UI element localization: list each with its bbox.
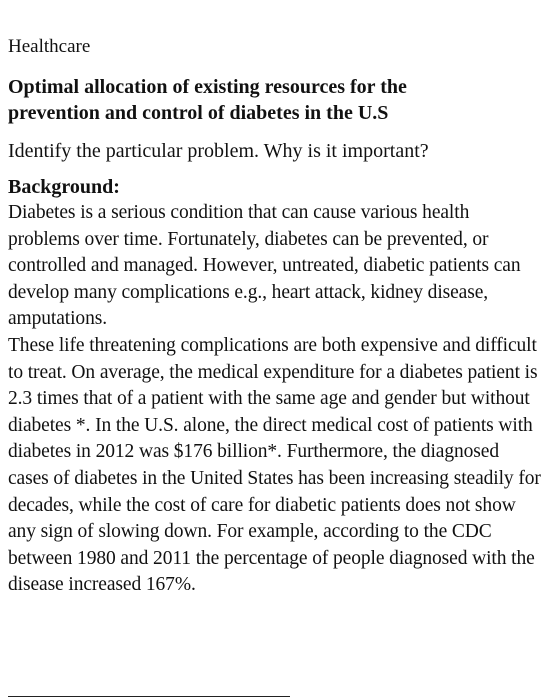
background-paragraph-1: Diabetes is a serious condition that can cause various health problems over time. Fortunately, diabetes can be prevented, or controlled and managed. However, untreated, diabetic patients can develop many complications e.g., heart attack, kidney disease, amputations. (8, 202, 521, 330)
background-paragraph-2: These life threatening complications are both expensive and difficult to treat. On average, the medical expenditure for a diabetes patient is 2.3 times that of a patient with the same age and gender but without diabetes *. In the U.S. alone, the direct medical cost of patients with diabetes in 2012 was $176 billion*. Furthermore, the diagnosed cases of diabetes in the United States has been increasing steadily for decades, while the cost of care for diabetic patients does not show any sign of slowing down. For example, according to the CDC between 1980 and 2011 the percentage of people diagnosed with the disease increased 167%. (8, 334, 541, 596)
category-label: Healthcare (8, 36, 91, 57)
background-heading: Background: (8, 176, 120, 198)
document-title: Optimal allocation of existing resources for the prevention and control of diabetes in the U.S (8, 76, 407, 124)
text-underline (8, 696, 290, 697)
document-body (8, 34, 542, 599)
question-text: Identify the particular problem. Why is it important? (8, 140, 429, 162)
